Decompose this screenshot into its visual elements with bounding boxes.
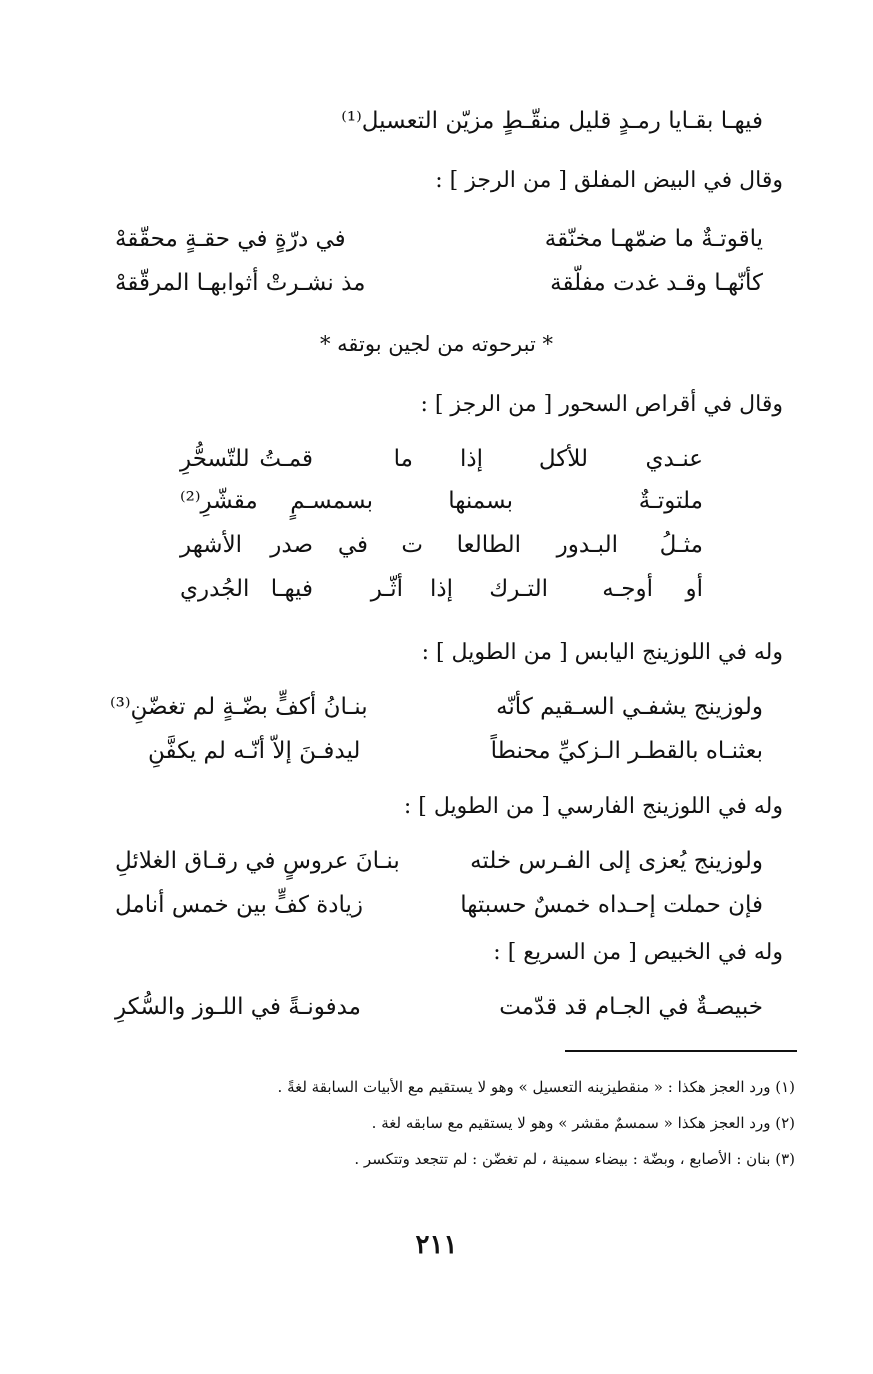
section-intro-suhoor: وقال في أقراص السحور [ من الرجز ] : xyxy=(420,392,783,417)
section-intro-dry-lawzinaj: وله في اللوزينج اليابس [ من الطويل ] : xyxy=(421,640,783,665)
footnote-1: (١) ورد العجز هكذا : « منقطيزينه التعسيل » وهو لا يستقيم مع الأبيات السابقة لغةً . xyxy=(277,1078,795,1096)
stanza-word: ملتوتـةٌ xyxy=(638,488,703,514)
stanza-word: أثّـر xyxy=(370,576,403,602)
stanza-word: ت xyxy=(401,532,423,558)
verse-hemistich-left: زيادة كفٍّ بين خمس أنامل xyxy=(115,892,364,918)
footnote-separator xyxy=(565,1050,797,1052)
stanza-word: الأشهر xyxy=(180,532,243,558)
verse-hemistich-left: في درّةٍ في حقـةٍ محقّقهْ xyxy=(115,226,346,252)
stanza-word: مقشّرِ⁽²⁾ xyxy=(180,488,258,514)
verse-hemistich-right: ياقوتـةٌ ما ضمّهـا مخنّقة xyxy=(544,226,763,252)
section-intro-khabis: وله في الخبيص [ من السريع ] : xyxy=(493,940,783,965)
stanza-word: للأكل xyxy=(538,446,588,472)
verse-hemistich-left: ليدفـنَ إلاّ أنّـه لم يكفَّنِ xyxy=(148,738,361,764)
stanza-word: أوجـه xyxy=(602,576,653,602)
stanza-word: مثـلُ xyxy=(659,532,703,558)
verse-hemistich-right: ولوزينج يشفـي السـقيم كأنّه xyxy=(496,694,763,720)
stanza-word: قمـتُ xyxy=(259,446,313,472)
verse-hemistich-right: كأنّهـا وقـد غدت مفلّقة xyxy=(550,270,763,296)
footnote-3: (٣) بنان : الأصابع ، وبضّة : بيضاء سمينة ، لم تغضّن : لم تتجعد وتتكسر . xyxy=(354,1150,795,1168)
section-intro-eggs: وقال في البيض المفلق [ من الرجز ] : xyxy=(435,168,783,193)
stanza-word: التـرك xyxy=(489,576,548,602)
stanza-word: في xyxy=(337,532,368,558)
verse-hemistich-left: بنـانُ أكفٍّ بضّـةٍ لم تغضّنِ⁽³⁾ xyxy=(110,694,368,720)
stanza-word: أو xyxy=(685,576,703,602)
stanza-word: إذا xyxy=(459,446,483,472)
stanza-word: بسمسـمٍ xyxy=(290,488,373,514)
verse-hemistich-left: مذ نشـرتْ أثوابهـا المرقّقهْ xyxy=(115,270,366,296)
section-intro-persian-lawzinaj: وله في اللوزينج الفارسي [ من الطويل ] : xyxy=(403,794,783,819)
stanza-word: إذا xyxy=(429,576,453,602)
stanza-word: صدر xyxy=(270,532,313,558)
stanza-word: للتّسحُّرِ xyxy=(180,446,250,472)
page-number: ٢١١ xyxy=(415,1230,458,1260)
stanza-word: الجُدري xyxy=(180,576,250,602)
verse-hemistich-right: فإن حملت إحـداه خمسٌ حسبتها xyxy=(460,892,763,918)
footnote-2: (٢) ورد العجز هكذا « سمسمٌ مقشر » وهو لا يستقيم مع سابقه لغة . xyxy=(371,1114,795,1132)
stanza-word: ما xyxy=(393,446,413,472)
stanza-word: البـدور xyxy=(556,532,618,558)
stanza-word: فيهـا xyxy=(270,576,313,602)
stanza-word: عنـدي xyxy=(645,446,703,472)
stanza-word: الطالعا xyxy=(456,532,521,558)
verse-line-1: فيهـا بقـايا رمـدٍ قليل منقّـطٍ مزيّن التعسيل⁽¹⁾ xyxy=(341,108,763,134)
stanza-word: بسمنها xyxy=(448,488,513,514)
verse-hemistich-left: بنـانَ عروسٍ في رقـاق الغلائلِ xyxy=(115,848,400,874)
verse-hemistich-left: مدفونـةً في اللـوز والسُّكرِ xyxy=(115,994,361,1020)
verse-hemistich-right: بعثنـاه بالقطـر الـزكيِّ محنطاً xyxy=(490,738,763,764)
verse-hemistich-right: خبيصـةٌ في الجـام قد قدّمت xyxy=(499,994,763,1020)
verse-hemistich-right: ولوزينج يُعزى إلى الفـرس خلته xyxy=(470,848,763,874)
centered-verse: * تبرحوته من لجين بوتقه * xyxy=(319,332,553,356)
